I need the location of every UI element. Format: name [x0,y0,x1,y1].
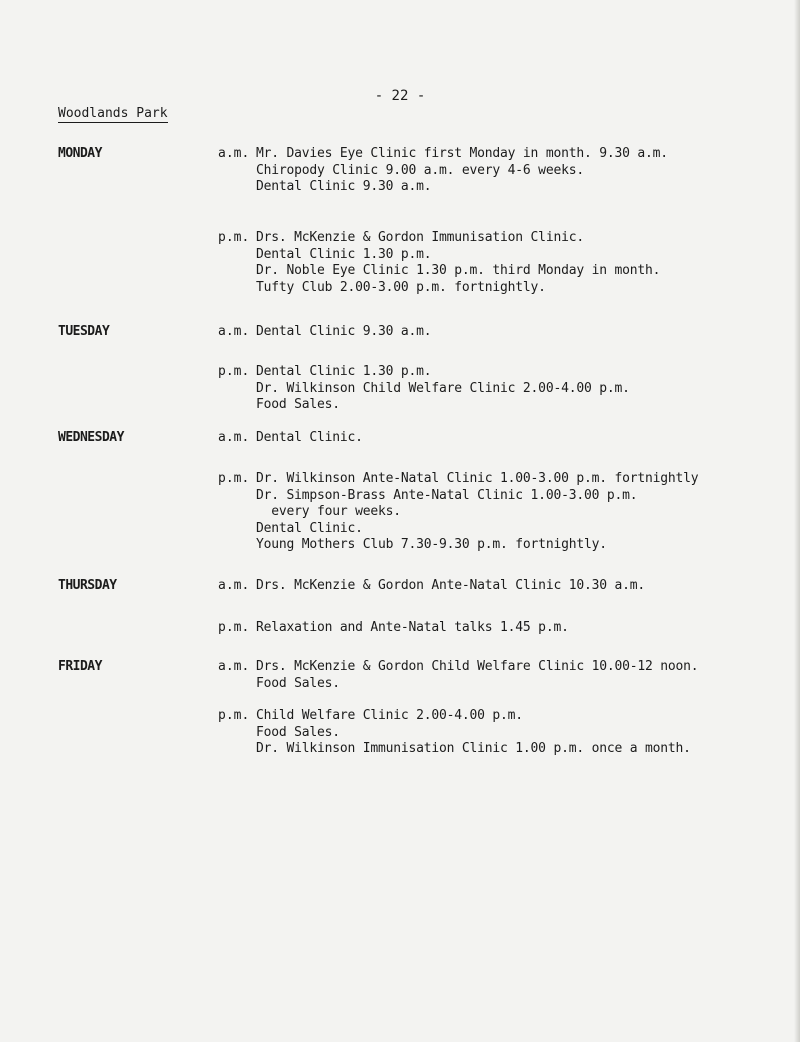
period-label: p.m. [218,230,250,245]
entry-list [256,620,796,637]
entry-line: Dr. Simpson-Brass Ante-Natal Clinic 1.00-3.00 p.m. [256,487,638,503]
entry-line: Dental Clinic. [256,430,363,445]
entry-line: Dental Clinic 1.30 p.m. [256,364,432,379]
entry-line: Dental Clinic 1.30 p.m. [256,246,432,262]
entry-line: Chiropody Clinic 9.00 a.m. every 4-6 weeks. [256,162,584,178]
day-label-tuesday: TUESDAY [58,324,110,339]
period-label: p.m. [218,708,250,723]
entry-line: Dr. Wilkinson Immunisation Clinic 1.00 p.m. once a month. [256,741,691,756]
entry-line: every four weeks. [256,504,401,519]
entry-line: Dental Clinic 9.30 a.m. [256,324,432,339]
entry-list [256,364,796,414]
entry-list [256,578,796,595]
period-label: a.m. [218,146,250,161]
entry-line: Dental Clinic. [256,520,363,536]
entry-line: Drs. McKenzie & Gordon Immunisation Clinic. [256,230,584,245]
entry-line: Dr. Noble Eye Clinic 1.30 p.m. third Monday in month. [256,263,661,278]
section-header: Woodlands Park [58,106,168,121]
entry-line: Dental Clinic 9.30 a.m. [256,179,432,194]
period-label: a.m. [218,659,250,674]
entry-list [256,659,796,692]
entry-list [256,471,796,554]
day-label-thursday: THURSDAY [58,578,117,593]
entry-line: Relaxation and Ante-Natal talks 1.45 p.m. [256,620,569,635]
entry-list [256,708,796,758]
entry-line: Drs. McKenzie & Gordon Ante-Natal Clinic 10.30 a.m. [256,578,645,593]
period-label: p.m. [218,471,250,486]
period-label: a.m. [218,324,250,339]
entry-line: Food Sales. [256,675,340,691]
day-label-wednesday: WEDNESDAY [58,430,124,445]
day-label-monday: MONDAY [58,146,102,161]
entry-line: Food Sales. [256,397,340,412]
entry-list [256,430,796,447]
period-label: a.m. [218,578,250,593]
page-number: - 22 - [374,88,426,104]
period-label: p.m. [218,364,250,379]
entry-line: Child Welfare Clinic 2.00-4.00 p.m. [256,708,523,723]
entry-list [256,146,796,196]
entry-list [256,230,796,296]
entry-line: Dr. Wilkinson Ante-Natal Clinic 1.00-3.00 p.m. fortnightly [256,471,699,486]
day-label-friday: FRIDAY [58,659,102,674]
period-label: p.m. [218,620,250,635]
entry-line: Young Mothers Club 7.30-9.30 p.m. fortnightly. [256,537,607,552]
entry-list [256,324,796,341]
entry-line: Mr. Davies Eye Clinic first Monday in month. 9.30 a.m. [256,146,668,161]
period-label: a.m. [218,430,250,445]
entry-line: Drs. McKenzie & Gordon Child Welfare Clinic 10.00-12 noon. [256,659,699,674]
entry-line: Food Sales. [256,724,340,740]
entry-line: Dr. Wilkinson Child Welfare Clinic 2.00-4.00 p.m. [256,380,630,396]
entry-line: Tufty Club 2.00-3.00 p.m. fortnightly. [256,279,546,295]
